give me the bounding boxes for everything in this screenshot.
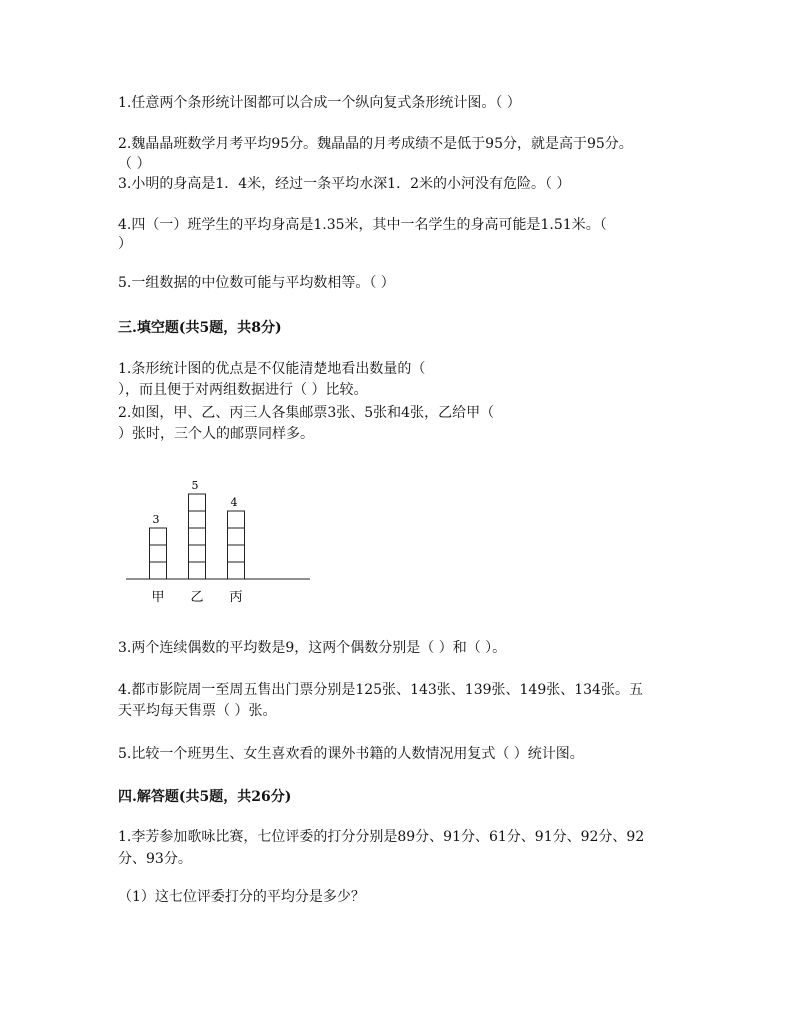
question-3-4-line1: 4.都市影院周一至周五售出门票分别是125张、143张、139张、149张、134张。五 (118, 682, 643, 698)
question-2-1: 1.任意两个条形统计图都可以合成一个纵向复式条形统计图。（ ） (118, 95, 521, 111)
question-3-2-line1: 2.如图，甲、乙、丙三人各集邮票3张、5张和4张，乙给甲（ (118, 405, 495, 421)
question-3-4-line2: 天平均每天售票（ ）张。 (118, 703, 277, 719)
bar-丙-block-1 (228, 562, 245, 579)
bar-乙-block-3 (189, 528, 206, 545)
question-2-2-line1: 2.魏晶晶班数学月考平均95分。魏晶晶的月考成绩不是低于95分，就是高于95分。 (118, 136, 633, 152)
question-2-5: 5.一组数据的中位数可能与平均数相等。（ ） (118, 275, 395, 291)
question-3-2-line2: ）张时，三个人的邮票同样多。 (118, 426, 314, 442)
bar-甲-block-3 (150, 528, 167, 545)
category-label-甲: 甲 (151, 590, 165, 605)
chart-bars (150, 479, 245, 605)
bar-甲-block-2 (150, 545, 167, 562)
bar-丙-block-3 (228, 528, 245, 545)
data-label-甲: 3 (152, 513, 160, 526)
question-3-5: 5.比较一个班男生、女生喜欢看的课外书籍的人数情况用复式（ ）统计图。 (118, 746, 584, 762)
section-4-heading: 四.解答题(共5题，共26分) (118, 789, 292, 805)
question-3-3: 3.两个连续偶数的平均数是9，这两个偶数分别是（ ）和（ ）。 (118, 640, 507, 656)
question-2-2-line2: （ ） (118, 156, 151, 172)
question-3-1-line2: ），而且便于对两组数据进行（ ）比较。 (118, 382, 368, 398)
stamp-block-chart (120, 475, 320, 610)
bar-甲-block-1 (150, 562, 167, 579)
question-2-3: 3.小明的身高是1．4米，经过一条平均水深1．2米的小河没有危险。（ ） (118, 176, 571, 192)
category-label-丙: 丙 (229, 590, 243, 605)
bar-乙-block-5 (189, 494, 206, 511)
question-4-1-sub1: （1）这七位评委打分的平均分是多少？ (118, 889, 365, 905)
bar-乙-block-2 (189, 545, 206, 562)
bar-丙-block-2 (228, 545, 245, 562)
question-4-1-line1: 1.李芳参加歌咏比赛，七位评委的打分分别是89分、91分、61分、91分、92分、92 (118, 829, 645, 845)
question-4-1-line2: 分、93分。 (118, 851, 192, 867)
data-label-乙: 5 (191, 479, 199, 492)
data-label-丙: 4 (230, 496, 238, 509)
category-label-乙: 乙 (190, 590, 204, 605)
bar-乙-block-4 (189, 511, 206, 528)
question-2-4-line1: 4.四（一）班学生的平均身高是1.35米，其中一名学生的身高可能是1.51米。（ (118, 217, 607, 233)
question-3-1-line1: 1.条形统计图的优点是不仅能清楚地看出数量的（ (118, 361, 426, 377)
bar-丙-block-4 (228, 511, 245, 528)
bar-乙-block-1 (189, 562, 206, 579)
section-3-heading: 三.填空题(共5题，共8分) (118, 320, 282, 336)
question-2-4-line2: ） (118, 236, 132, 252)
